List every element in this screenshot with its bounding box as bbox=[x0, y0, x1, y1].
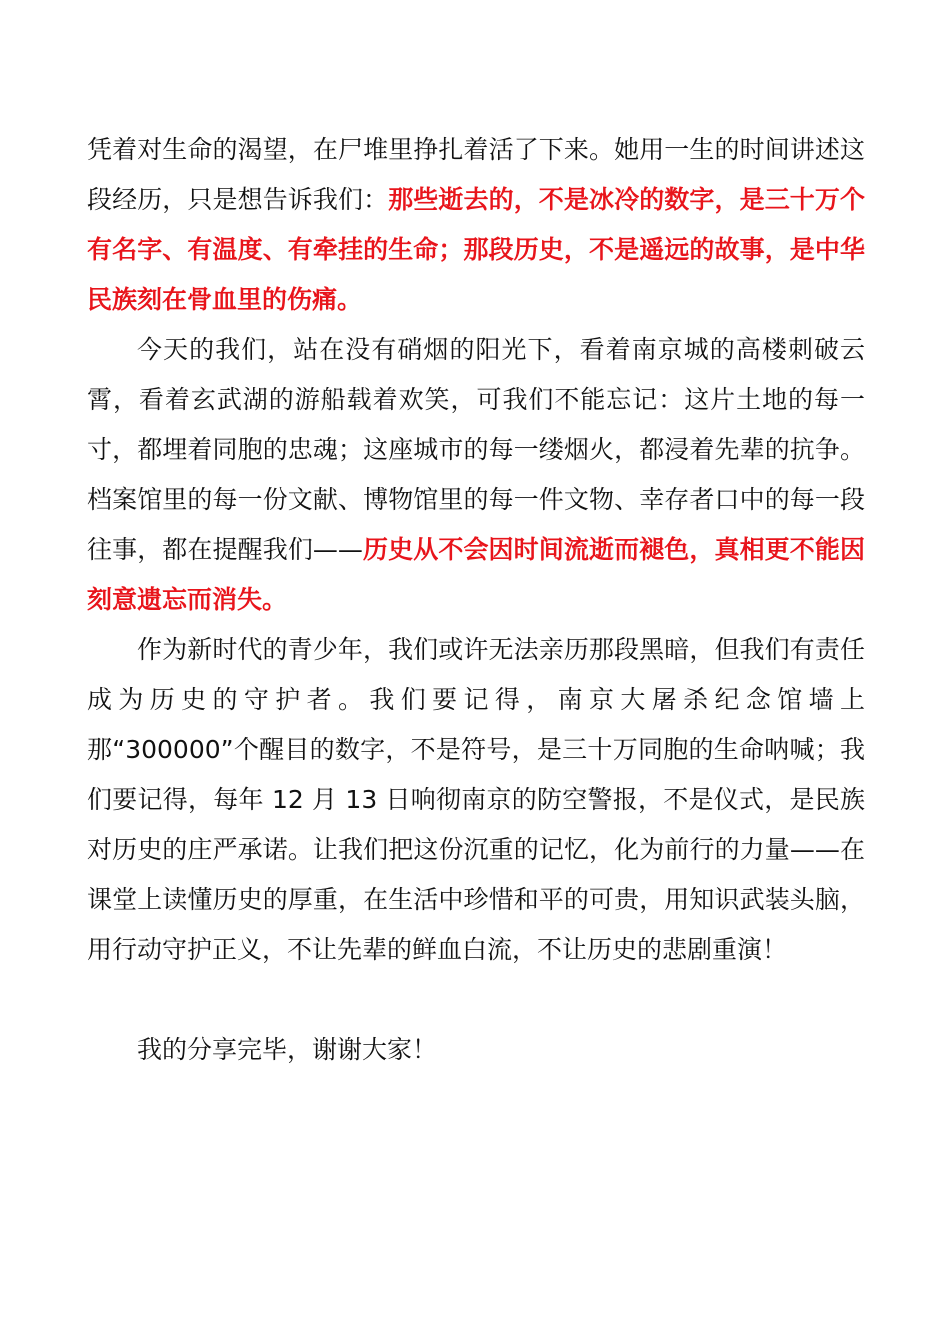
paragraph-1-emphasis: 那些逝去的，不是冰冷的数字，是三十万个有名字、有温度、有牵挂的生命；那段历史，不是遥远的故事，是中华民族刻在骨血里的伤痛。 bbox=[87, 185, 865, 314]
paragraph-3 bbox=[87, 625, 865, 975]
paragraph-3-text: 作为新时代的青少年，我们或许无法亲历那段黑暗，但我们有责任成为历史的守护者。我们要记得，南京大屠杀纪念馆墙上那“300000”个醒目的数字，不是符号，是三十万同胞的生命呐喊；我们要记得，每年 12 月 13 日响彻南京的防空警报，不是仪式，是民族对历史的庄严承诺。让我们把这份沉重的记忆，化为前行的力量——在课堂上读懂历史的厚重，在生活中珍惜和平的可贵，用知识武装头脑，用行动守护正义，不让先辈的鲜血白流，不让历史的悲剧重演！ bbox=[87, 635, 865, 964]
paragraph-1-text: 凭着对生命的渴望，在尸堆里挣扎着活了下来。她用一生的时间讲述这段经历，只是想告诉我们： bbox=[87, 135, 865, 214]
blank-line bbox=[87, 975, 865, 1025]
closing-paragraph bbox=[87, 1025, 865, 1075]
paragraph-2-emphasis: 历史从不会因时间流逝而褪色，真相更不能因刻意遗忘而消失。 bbox=[87, 535, 865, 614]
document-page bbox=[87, 125, 865, 1075]
paragraph-2-text: 今天的我们，站在没有硝烟的阳光下，看着南京城的高楼刺破云霄，看着玄武湖的游船载着欢笑，可我们不能忘记：这片土地的每一寸，都埋着同胞的忠魂；这座城市的每一缕烟火，都浸着先辈的抗争。档案馆里的每一份文献、博物馆里的每一件文物、幸存者口中的每一段往事，都在提醒我们—— bbox=[87, 335, 865, 564]
paragraph-2 bbox=[87, 325, 865, 625]
closing-text: 我的分享完毕，谢谢大家！ bbox=[137, 1035, 438, 1064]
paragraph-1 bbox=[87, 125, 865, 325]
